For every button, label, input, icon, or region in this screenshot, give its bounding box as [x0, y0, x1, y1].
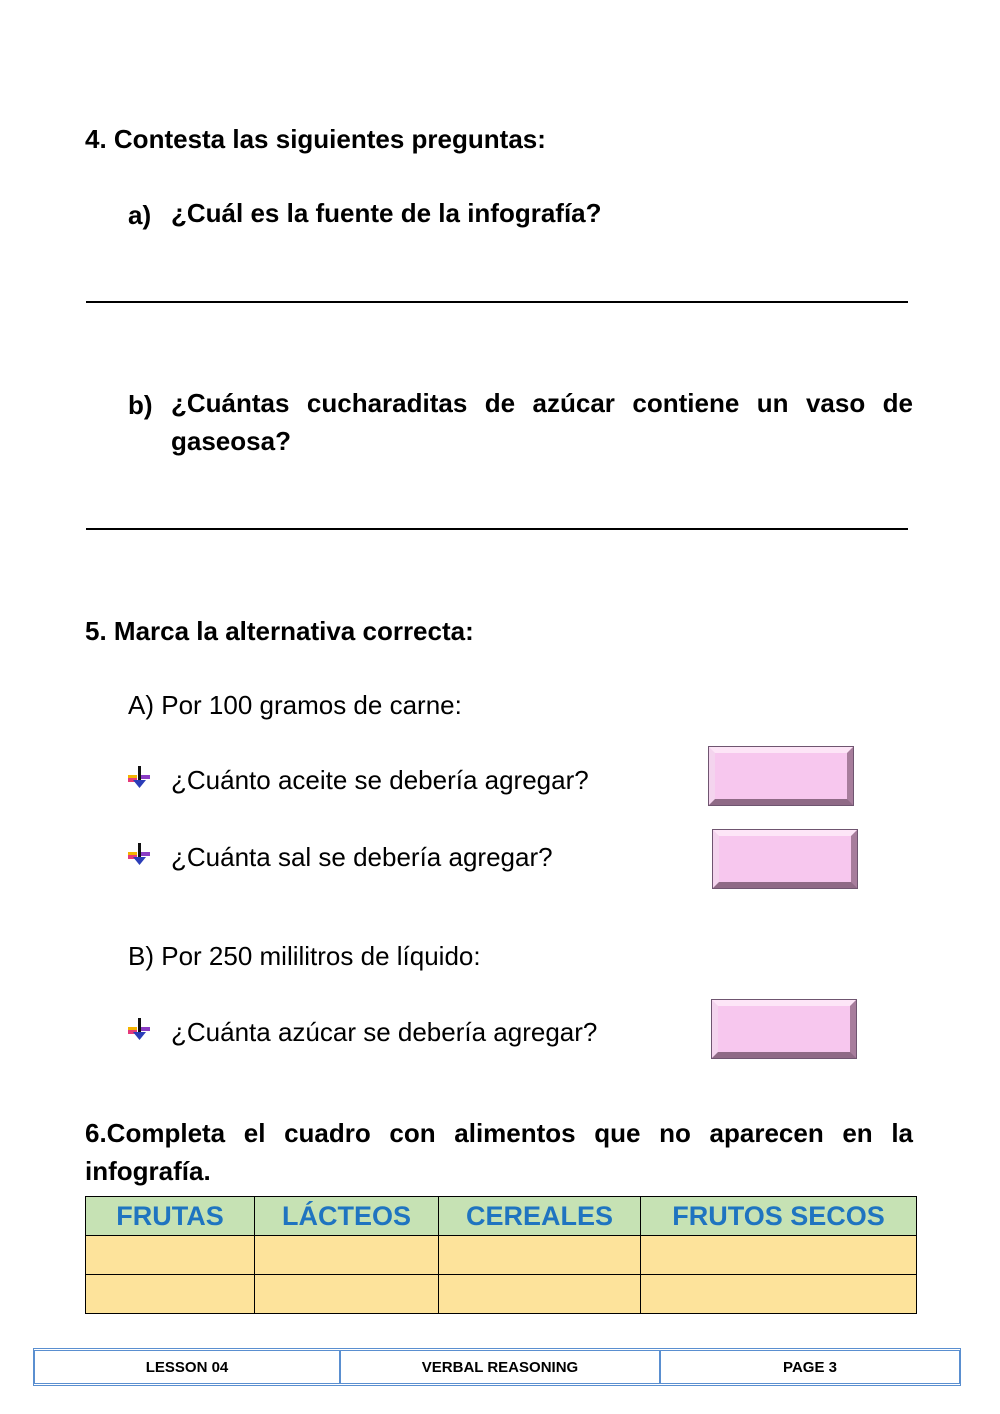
- question-a-letter: a): [128, 200, 152, 230]
- arrow-down-bullet-icon: [128, 843, 152, 867]
- table-row: [86, 1275, 917, 1314]
- group-b-item-1: ¿Cuánta azúcar se debería agregar?: [171, 1017, 598, 1047]
- answer-line-b[interactable]: [86, 528, 908, 530]
- group-a-item-1: ¿Cuánto aceite se debería agregar?: [171, 765, 589, 795]
- group-a-label: A) Por 100 gramos de carne:: [128, 690, 462, 720]
- header-frutas: FRUTAS: [86, 1197, 255, 1236]
- footer-lesson: LESSON 04: [145, 1358, 229, 1376]
- table-cell[interactable]: [641, 1275, 917, 1314]
- answer-box-azucar[interactable]: [712, 1000, 856, 1058]
- arrow-down-bullet-icon: [128, 766, 152, 790]
- page-footer: [33, 1348, 961, 1386]
- table-cell[interactable]: [86, 1236, 255, 1275]
- table-cell[interactable]: [86, 1275, 255, 1314]
- table-cell[interactable]: [641, 1236, 917, 1275]
- food-table: [85, 1196, 917, 1314]
- header-frutos-secos: FRUTOS SECOS: [641, 1197, 917, 1236]
- table-cell[interactable]: [439, 1275, 641, 1314]
- footer-subject: VERBAL REASONING: [339, 1351, 659, 1383]
- arrow-down-bullet-icon: [128, 1018, 152, 1042]
- answer-line-a[interactable]: [86, 301, 908, 303]
- section-5-heading: 5. Marca la alternativa correcta:: [85, 616, 474, 646]
- group-a-item-2: ¿Cuánta sal se debería agregar?: [171, 842, 553, 872]
- question-a-text: ¿Cuál es la fuente de la infografía?: [171, 198, 602, 228]
- table-cell[interactable]: [439, 1236, 641, 1275]
- table-row: [86, 1236, 917, 1275]
- section-4-heading: 4. Contesta las siguientes preguntas:: [85, 124, 546, 154]
- answer-box-aceite[interactable]: [709, 747, 853, 805]
- section-6-heading: 6.Completa el cuadro con alimentos que no aparecen en la infografía.: [85, 1118, 913, 1186]
- table-cell[interactable]: [255, 1236, 439, 1275]
- question-b-text: ¿Cuántas cucharaditas de azúcar contiene un vaso de gaseosa?: [171, 388, 913, 456]
- header-lacteos: LÁCTEOS: [255, 1197, 439, 1236]
- footer-page: PAGE 3: [659, 1351, 959, 1383]
- table-cell[interactable]: [255, 1275, 439, 1314]
- table-header-row: [86, 1197, 917, 1236]
- question-b-letter: b): [128, 390, 153, 420]
- header-cereales: CEREALES: [439, 1197, 641, 1236]
- group-b-label: B) Por 250 mililitros de líquido:: [128, 941, 481, 971]
- answer-box-sal[interactable]: [713, 830, 857, 888]
